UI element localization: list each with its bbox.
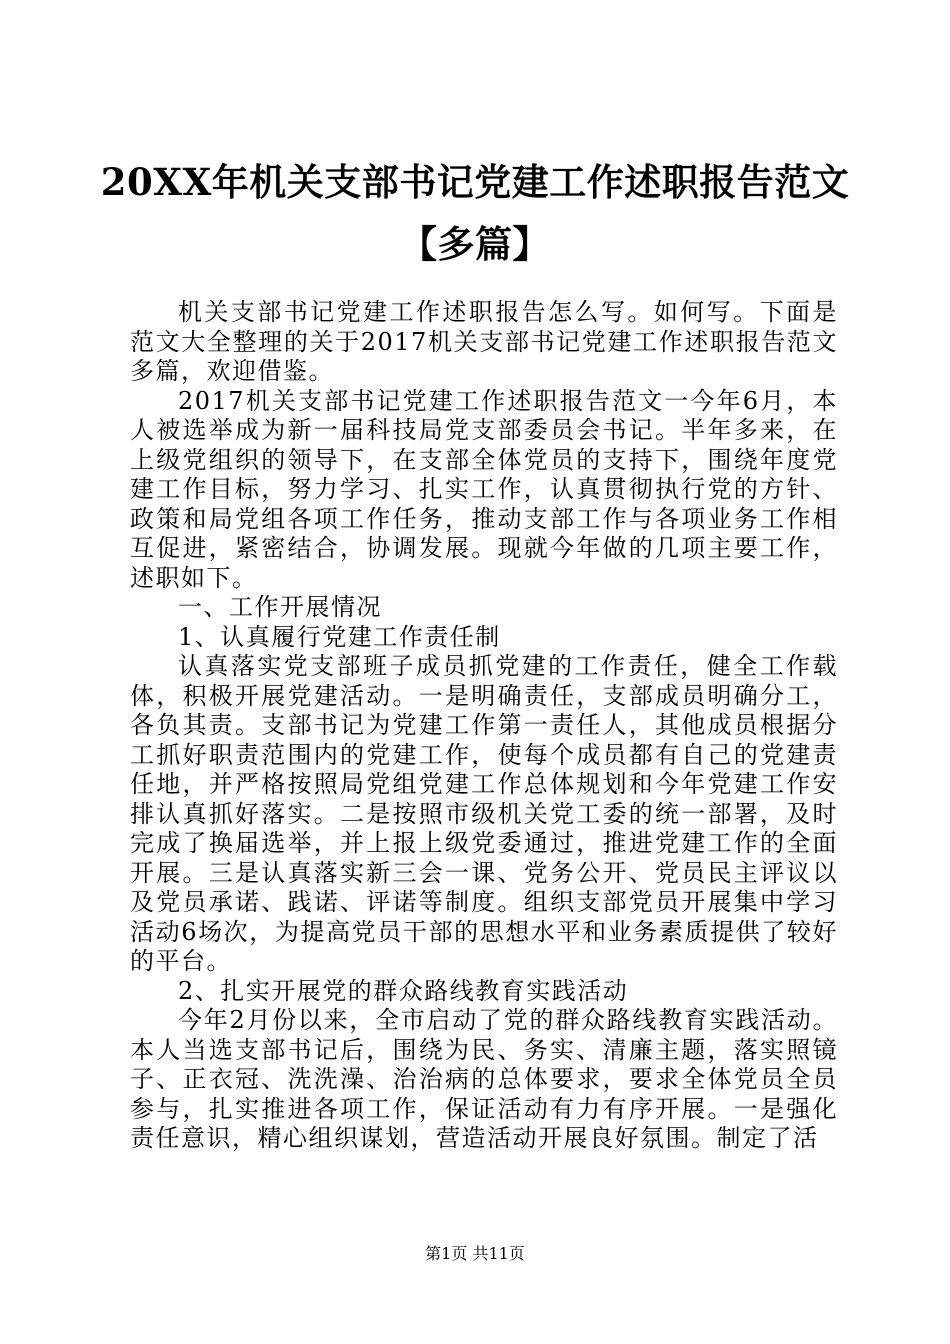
subsection-heading-1: 1、认真履行党建工作责任制 [178,622,501,651]
page-footer: 第1页 共11页 [425,1244,525,1263]
document-body [130,298,838,1154]
paragraph-intro: 机关支部书记党建工作述职报告怎么写。如何写。下面是范文大全整理的关于2017机关支部书记党建工作述职报告范文多篇，欢迎借鉴。 [130,298,838,385]
section-heading-1: 一、工作开展情况 [178,593,382,621]
document-title-line-2: 【多篇】 [400,222,550,266]
subsection-heading-2: 2、扎实开展党的群众路线教育实践活动 [178,976,629,1005]
paragraph-opening: 2017机关支部书记党建工作述职报告范文一今年6月，本人被选举成为新一届科技局党支部委员会书记。半年多来，在上级党组织的领导下，在支部全体党员的支持下，围绕年度党建工作目标，努力学习、扎实工作，认真贯彻执行党的方针、政策和局党组各项工作任务，推动支部工作与各项业务工作相互促进，紧密结合，协调发展。现就今年做的几项主要工作，述职如下。 [130,386,838,592]
document-title-line-1: 20XX年机关支部书记党建工作述职报告范文 [100,160,850,204]
paragraph-mass-line: 今年2月份以来，全市启动了党的群众路线教育实践活动。本人当选支部书记后，围绕为民、务实、清廉主题，落实照镜子、正衣冠、洗洗澡、治治病的总体要求，要求全体党员全员参与，扎实推进各项工作，保证活动有力有序开展。一是强化责任意识，精心组织谋划，营造活动开展良好氛围。制定了活 [130,1006,838,1152]
paragraph-responsibility: 认真落实党支部班子成员抓党建的工作责任，健全工作载体，积极开展党建活动。一是明确责任，支部成员明确分工，各负其责。支部书记为党建工作第一责任人，其他成员根据分工抓好职责范围内的党建工作，使每个成员都有自己的党建责任地，并严格按照局党组党建工作总体规划和今年党建工作安排认真抓好落实。二是按照市级机关党工委的统一部署，及时完成了换届选举，并上报上级党委通过，推进党建工作的全面开展。三是认真落实新三会一课、党务公开、党员民主评议以及党员承诺、践诺、评诺等制度。组织支部党员开展集中学习活动6场次，为提高党员干部的思想水平和业务素质提供了较好的平台。 [130,652,838,975]
